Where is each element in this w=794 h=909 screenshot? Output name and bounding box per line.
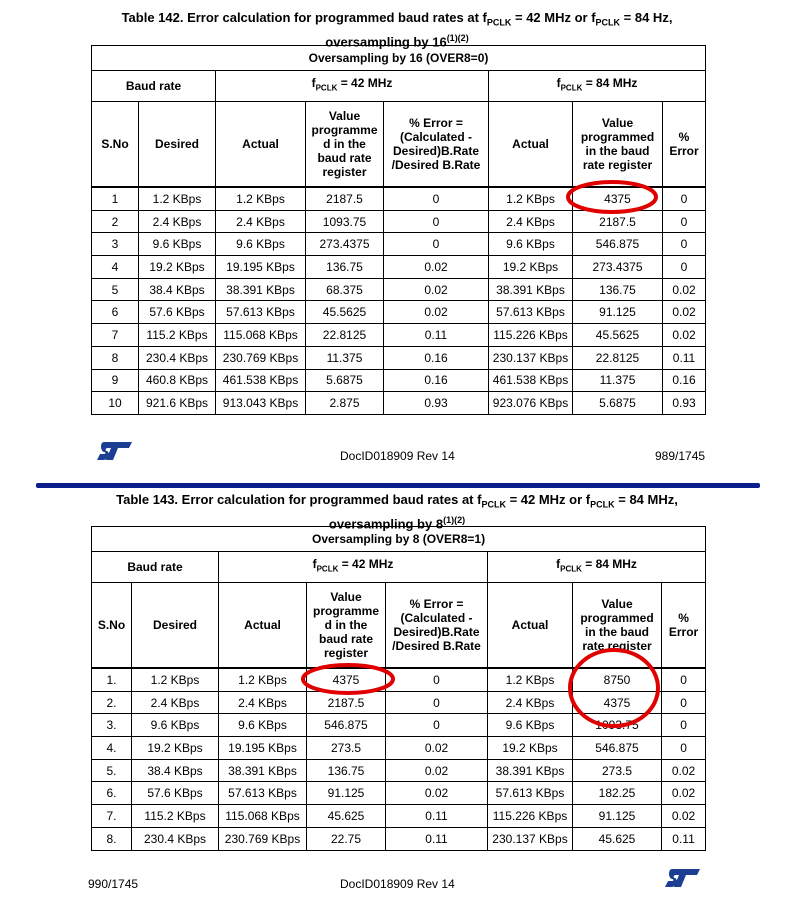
- table-cell: 91.125: [307, 782, 386, 805]
- table-cell: 136.75: [306, 256, 384, 279]
- table-cell: 273.4375: [306, 233, 384, 256]
- page-number: 990/1745: [88, 877, 139, 891]
- table-row: [92, 668, 706, 691]
- col-header: Actual: [489, 102, 573, 188]
- table-cell: 0.02: [663, 324, 706, 347]
- table-cell: 230.769 KBps: [216, 346, 306, 369]
- table-cell: 4375: [307, 668, 386, 691]
- table-row: [92, 714, 706, 737]
- table-row: [92, 256, 706, 279]
- table-cell: 0.02: [384, 301, 489, 324]
- caption-line-1: Table 143. Error calculation for programmed baud rates at $f_{PCLK} = 42$ MHz or $f_{PCLK} = 84$ MHz,: [116, 492, 678, 510]
- table-cell: 0.93: [384, 392, 489, 415]
- table-cell: 273.5: [307, 737, 386, 760]
- table-cell: 22.8125: [306, 324, 384, 347]
- table-cell: 0.02: [386, 737, 488, 760]
- table-cell: 38.391 KBps: [488, 759, 573, 782]
- table-row: [92, 759, 706, 782]
- table-cell: 11.375: [306, 346, 384, 369]
- table-cell: 0.02: [384, 278, 489, 301]
- table-cell: 461.538 KBps: [489, 369, 573, 392]
- table-cell: 5.6875: [573, 392, 663, 415]
- table-cell: 0.02: [662, 782, 706, 805]
- table-cell: 19.195 KBps: [216, 256, 306, 279]
- table-cell: 0.16: [663, 369, 706, 392]
- table-cell: 22.8125: [573, 346, 663, 369]
- col-header: S.No: [92, 102, 139, 188]
- table-cell: 0.11: [386, 827, 488, 850]
- table-cell: 230.4 KBps: [132, 827, 219, 850]
- table-cell: 10: [92, 392, 139, 415]
- table-cell: 2.4 KBps: [132, 691, 219, 714]
- table-cell: 2187.5: [573, 210, 663, 233]
- table-cell: 0.11: [663, 346, 706, 369]
- baud-rate-header: Baud rate: [92, 552, 219, 583]
- page-number: 989/1745: [655, 449, 706, 463]
- table-cell: 6: [92, 301, 139, 324]
- doc-id: DocID018909 Rev 14: [340, 449, 455, 463]
- col-header: % Error = (Calculated - Desired)B.Rate /Desired B.Rate: [384, 102, 489, 188]
- table-cell: 0.16: [384, 346, 489, 369]
- table-cell: 57.6 KBps: [139, 301, 216, 324]
- table-row: [92, 369, 706, 392]
- table-row: [92, 827, 706, 850]
- table-cell: 91.125: [573, 805, 662, 828]
- table-cell: 2.4 KBps: [219, 691, 307, 714]
- table-cell: 91.125: [573, 301, 663, 324]
- table-cell: 0: [662, 691, 706, 714]
- col-header: Value programmed in the baud rate register: [573, 102, 663, 188]
- table-row: [92, 691, 706, 714]
- table-row: [92, 737, 706, 760]
- table-cell: 136.75: [573, 278, 663, 301]
- table-cell: 9.6 KBps: [139, 233, 216, 256]
- table-cell: 57.613 KBps: [488, 782, 573, 805]
- table-row: [92, 233, 706, 256]
- table-cell: 45.625: [307, 805, 386, 828]
- table-cell: 38.4 KBps: [132, 759, 219, 782]
- table-cell: 0.02: [663, 278, 706, 301]
- table-cell: 1093.75: [306, 210, 384, 233]
- table-cell: 68.375: [306, 278, 384, 301]
- table-cell: 0.02: [384, 256, 489, 279]
- table-cell: 19.2 KBps: [139, 256, 216, 279]
- col-header: % Error: [662, 583, 706, 669]
- caption-line-2: oversampling by $8^{(1)(2)}$: [328, 514, 466, 531]
- table-cell: 0: [663, 187, 706, 210]
- table-cell: 115.068 KBps: [219, 805, 307, 828]
- table-cell: 4: [92, 256, 139, 279]
- table-cell: 3: [92, 233, 139, 256]
- table-cell: 115.226 KBps: [489, 324, 573, 347]
- table-cell: 136.75: [307, 759, 386, 782]
- table-cell: 230.4 KBps: [139, 346, 216, 369]
- table-cell: 9.6 KBps: [216, 233, 306, 256]
- doc-id: DocID018909 Rev 14: [340, 877, 455, 891]
- table-cell: 115.2 KBps: [139, 324, 216, 347]
- table-cell: 4.: [92, 737, 132, 760]
- table-cell: 923.076 KBps: [489, 392, 573, 415]
- caption-line-1: Table 142. Error calculation for programmed baud rates at $f_{PCLK} = 42$ MHz or $f_{PCLK} = 84$ Hz,: [121, 10, 673, 28]
- table-cell: 57.6 KBps: [132, 782, 219, 805]
- table-cell: 9: [92, 369, 139, 392]
- table-cell: 0.11: [662, 827, 706, 850]
- col-header: Value programme d in the baud rate register: [306, 102, 384, 188]
- table-cell: 0: [663, 210, 706, 233]
- table-cell: 8.: [92, 827, 132, 850]
- table-cell: 921.6 KBps: [139, 392, 216, 415]
- table-row: [92, 210, 706, 233]
- table-cell: 0: [663, 256, 706, 279]
- col-header: Actual: [488, 583, 573, 669]
- table-cell: 45.5625: [306, 301, 384, 324]
- col-header: Actual: [216, 102, 306, 188]
- table-cell: 9.6 KBps: [132, 714, 219, 737]
- table-cell: 0: [384, 210, 489, 233]
- st-logo-icon: [664, 867, 704, 889]
- col-header: Value programmed in the baud rate register: [573, 583, 662, 669]
- table-cell: 230.137 KBps: [489, 346, 573, 369]
- table-cell: 2.: [92, 691, 132, 714]
- oversampling-header: Oversampling by 8 (OVER8=1): [92, 527, 706, 552]
- table-cell: 5.6875: [306, 369, 384, 392]
- table-row: [92, 392, 706, 415]
- fpclk-84-header: $f_{PCLK} = 84$ MHz: [489, 71, 706, 102]
- col-header: S.No: [92, 583, 132, 669]
- table-cell: 0.11: [386, 805, 488, 828]
- table-cell: 115.068 KBps: [216, 324, 306, 347]
- table-cell: 460.8 KBps: [139, 369, 216, 392]
- table-cell: 2187.5: [307, 691, 386, 714]
- table-cell: 19.2 KBps: [132, 737, 219, 760]
- table-cell: 4375: [573, 691, 662, 714]
- table-cell: 57.613 KBps: [219, 782, 307, 805]
- table-cell: 230.769 KBps: [219, 827, 307, 850]
- table-cell: 22.75: [307, 827, 386, 850]
- table-cell: 1.2 KBps: [132, 668, 219, 691]
- table-143: [91, 526, 706, 851]
- table-cell: 230.137 KBps: [488, 827, 573, 850]
- table-cell: 45.5625: [573, 324, 663, 347]
- page-separator: [36, 483, 760, 488]
- table-cell: 8750: [573, 668, 662, 691]
- col-header: Desired: [132, 583, 219, 669]
- table-cell: 9.6 KBps: [219, 714, 307, 737]
- table-cell: 115.226 KBps: [488, 805, 573, 828]
- table-cell: 2.4 KBps: [139, 210, 216, 233]
- table-cell: 38.391 KBps: [489, 278, 573, 301]
- table-cell: 1: [92, 187, 139, 210]
- table-cell: 1.2 KBps: [216, 187, 306, 210]
- table-cell: 38.391 KBps: [216, 278, 306, 301]
- table-cell: 1.: [92, 668, 132, 691]
- fpclk-84-header: $f_{PCLK} = 84$ MHz: [488, 552, 706, 583]
- table-142: [91, 45, 706, 415]
- table-cell: 546.875: [573, 233, 663, 256]
- table-row: [92, 346, 706, 369]
- table-cell: 19.2 KBps: [489, 256, 573, 279]
- col-header: % Error = (Calculated - Desired)B.Rate /Desired B.Rate: [386, 583, 488, 669]
- table-cell: 0: [386, 714, 488, 737]
- table-cell: 461.538 KBps: [216, 369, 306, 392]
- table-cell: 182.25: [573, 782, 662, 805]
- table-cell: 273.5: [573, 759, 662, 782]
- table-cell: 913.043 KBps: [216, 392, 306, 415]
- col-header: Actual: [219, 583, 307, 669]
- table-cell: 0: [662, 668, 706, 691]
- table-cell: 5: [92, 278, 139, 301]
- table-cell: 0: [662, 737, 706, 760]
- table-cell: 1.2 KBps: [489, 187, 573, 210]
- table-cell: 2.4 KBps: [216, 210, 306, 233]
- baud-rate-header: Baud rate: [92, 71, 216, 102]
- table-cell: 38.4 KBps: [139, 278, 216, 301]
- table-cell: 7: [92, 324, 139, 347]
- table-cell: 1093.75: [573, 714, 662, 737]
- table-cell: 0.16: [384, 369, 489, 392]
- table-cell: 1.2 KBps: [219, 668, 307, 691]
- table-cell: 0.02: [662, 805, 706, 828]
- fpclk-42-header: $f_{PCLK} = 42$ MHz: [216, 71, 489, 102]
- st-logo-icon: [96, 440, 136, 462]
- table-cell: 0: [662, 714, 706, 737]
- table-cell: 0.02: [386, 782, 488, 805]
- col-header: % Error: [663, 102, 706, 188]
- caption-line-2: oversampling by $16^{(1)(2)}$: [325, 32, 469, 49]
- table-cell: 2: [92, 210, 139, 233]
- table-cell: 273.4375: [573, 256, 663, 279]
- table-cell: 0: [386, 668, 488, 691]
- table-row: [92, 805, 706, 828]
- table-cell: 57.613 KBps: [489, 301, 573, 324]
- table-cell: 11.375: [573, 369, 663, 392]
- table-row: [92, 301, 706, 324]
- table-cell: 1.2 KBps: [488, 668, 573, 691]
- table-142-caption: [60, 10, 734, 49]
- table-cell: 0.02: [662, 759, 706, 782]
- col-header: Value programme d in the baud rate register: [307, 583, 386, 669]
- table-cell: 546.875: [573, 737, 662, 760]
- table-cell: 9.6 KBps: [489, 233, 573, 256]
- table-cell: 3.: [92, 714, 132, 737]
- fpclk-42-header: $f_{PCLK} = 42$ MHz: [219, 552, 488, 583]
- table-cell: 0.02: [663, 301, 706, 324]
- table-cell: 2.4 KBps: [489, 210, 573, 233]
- table-cell: 7.: [92, 805, 132, 828]
- table-cell: 19.2 KBps: [488, 737, 573, 760]
- table-cell: 115.2 KBps: [132, 805, 219, 828]
- table-cell: 2.875: [306, 392, 384, 415]
- table-cell: 2.4 KBps: [488, 691, 573, 714]
- table-cell: 0.93: [663, 392, 706, 415]
- table-cell: 8: [92, 346, 139, 369]
- table-row: [92, 324, 706, 347]
- table-row: [92, 278, 706, 301]
- table-cell: 19.195 KBps: [219, 737, 307, 760]
- oversampling-header: Oversampling by 16 (OVER8=0): [92, 46, 706, 71]
- table-cell: 5.: [92, 759, 132, 782]
- table-cell: 9.6 KBps: [488, 714, 573, 737]
- table-cell: 1.2 KBps: [139, 187, 216, 210]
- table-cell: 2187.5: [306, 187, 384, 210]
- table-cell: 6.: [92, 782, 132, 805]
- table-cell: 0.11: [384, 324, 489, 347]
- table-cell: 38.391 KBps: [219, 759, 307, 782]
- col-header: Desired: [139, 102, 216, 188]
- table-cell: 0.02: [386, 759, 488, 782]
- table-cell: 57.613 KBps: [216, 301, 306, 324]
- table-row: [92, 187, 706, 210]
- table-cell: 45.625: [573, 827, 662, 850]
- table-cell: 546.875: [307, 714, 386, 737]
- table-cell: 0: [384, 187, 489, 210]
- table-cell: 0: [384, 233, 489, 256]
- table-row: [92, 782, 706, 805]
- table-cell: 0: [663, 233, 706, 256]
- table-cell: 0: [386, 691, 488, 714]
- table-cell: 4375: [573, 187, 663, 210]
